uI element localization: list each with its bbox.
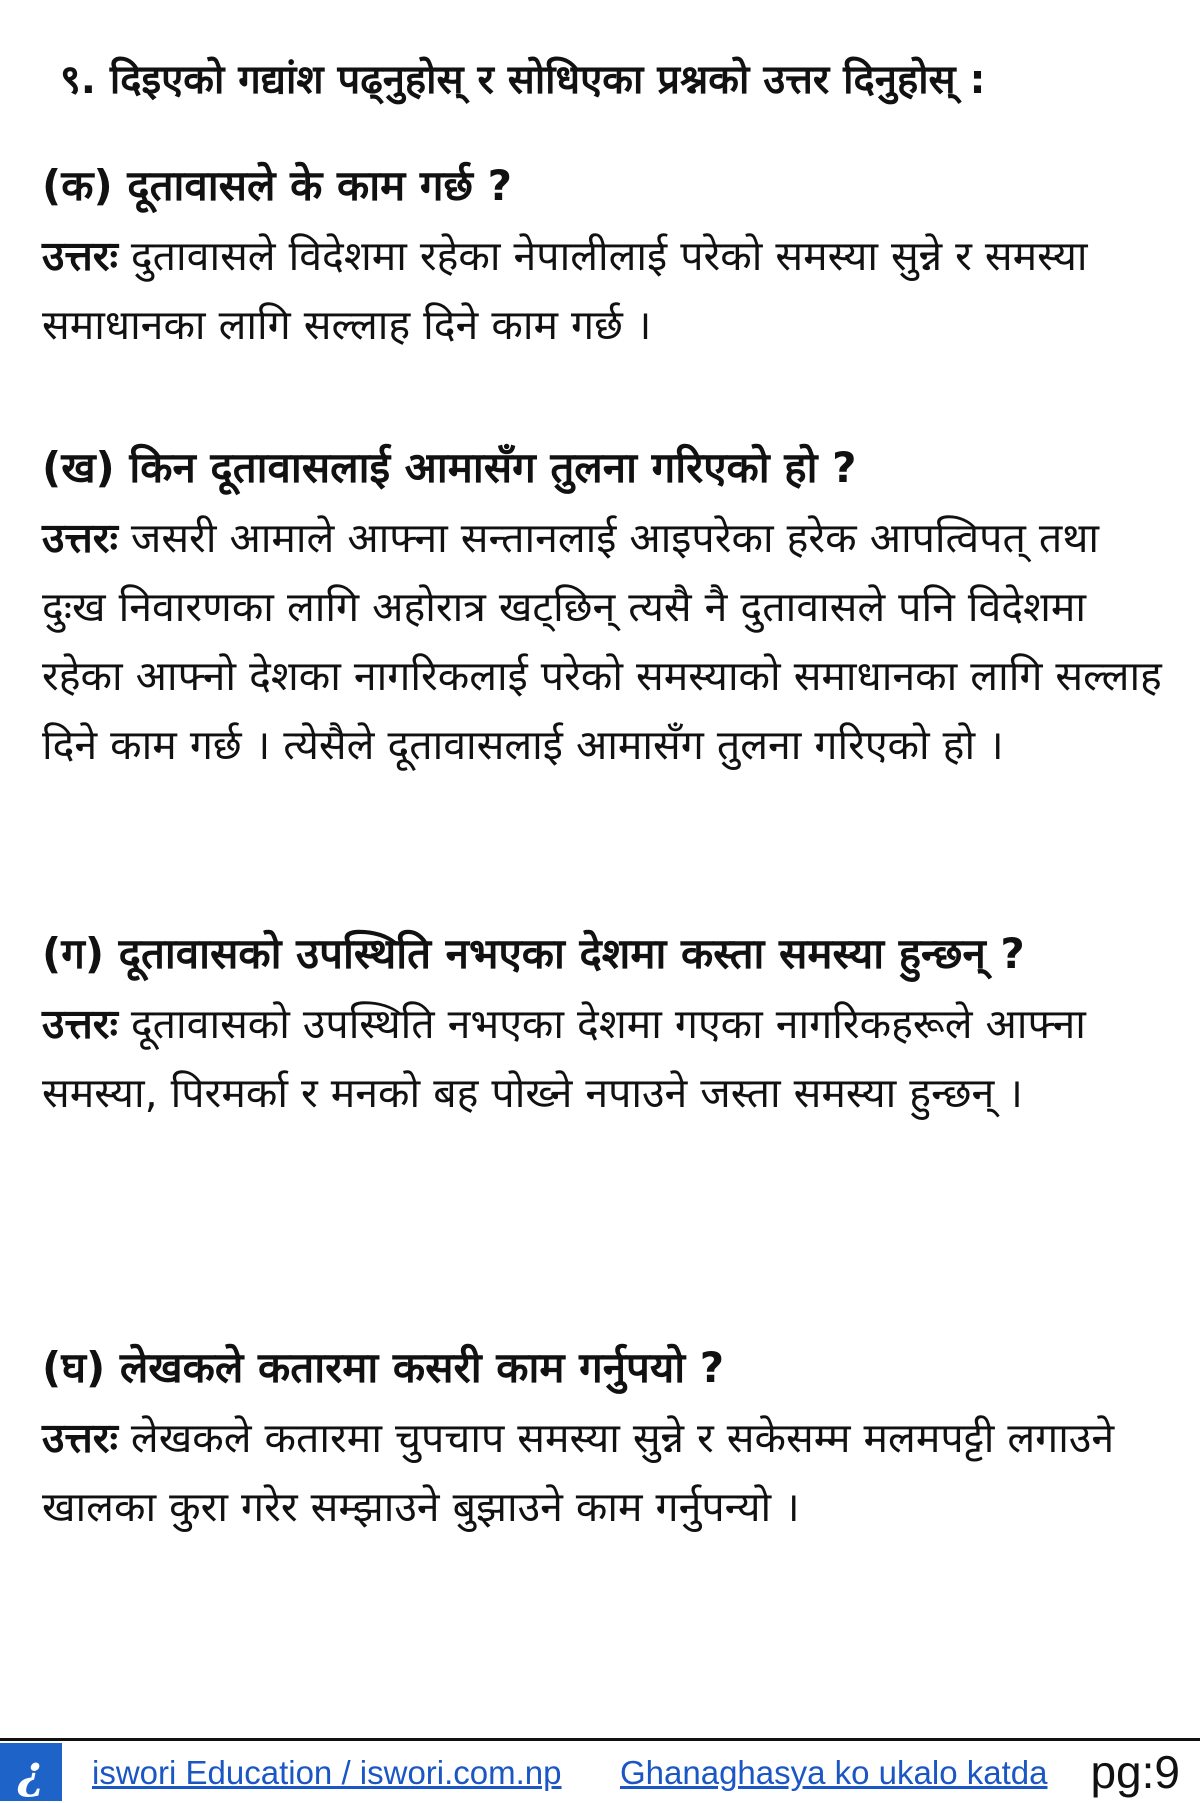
answer-label: उत्तरः bbox=[42, 514, 118, 562]
page-number: pg:9 bbox=[1090, 1746, 1180, 1798]
answer-ka bbox=[42, 222, 1172, 360]
question-gha: (घ) लेखकले कतारमा कसरी काम गर्नुपयो ? bbox=[42, 1343, 725, 1392]
qa-block-ga bbox=[42, 918, 1172, 1128]
question-ga: (ग) दूतावासको उपस्थिति नभएका देशमा कस्ता समस्या हुन्छन् ? bbox=[42, 929, 1025, 978]
answer-text: लेखकले कतारमा चुपचाप समस्या सुन्ने र सकेसम्म मलमपट्टी लगाउने खालका कुरा गरेर सम्झाउने बुझाउने काम गर्नुपन्यो । bbox=[42, 1414, 1115, 1531]
qa-block-ka bbox=[42, 150, 1172, 360]
page-footer bbox=[0, 1738, 1200, 1803]
qa-block-gha bbox=[42, 1332, 1172, 1542]
answer-text: दुतावासले विदेशमा रहेका नेपालीलाई परेको समस्या सुन्ने र समस्या समाधानका लागि सल्लाह दिने काम गर्छ । bbox=[42, 232, 1088, 349]
book-title-link[interactable]: Ghanaghasya ko ukalo katda bbox=[620, 1754, 1048, 1791]
answer-gha bbox=[42, 1404, 1172, 1542]
iswori-logo-icon: ¿ bbox=[0, 1743, 62, 1801]
answer-label: उत्तरः bbox=[42, 1414, 118, 1462]
exercise-heading: ९. दिइएको गद्यांश पढ्नुहोस् र सोधिएका प्रश्नको उत्तर दिनुहोस् : bbox=[60, 57, 986, 103]
answer-kha bbox=[42, 504, 1172, 780]
answer-ga bbox=[42, 990, 1172, 1128]
answer-label: उत्तरः bbox=[42, 232, 118, 280]
answer-text: दूतावासको उपस्थिति नभएका देशमा गएका नागरिकहरूले आफ्ना समस्या, पिरमर्का र मनको बह पोख्ने नपाउने जस्ता समस्या हुन्छन् । bbox=[42, 1000, 1086, 1117]
question-ka: (क) दूतावासले के काम गर्छ ? bbox=[42, 161, 512, 210]
answer-label: उत्तरः bbox=[42, 1000, 118, 1048]
answer-text: जसरी आमाले आफ्ना सन्तानलाई आइपरेका हरेक आपत्विपत् तथा दुःख निवारणका लागि अहोरात्र खट्छिन् त्यसै नै दुतावासले पनि विदेशमा रहेका आफ्नो देशका नागरिकलाई परेको समस्याको समाधानका लागि सल्लाह दिने काम गर्छ । त्येसैले दूतावासलाई आमासँग तुलना गरिएको हो । bbox=[42, 514, 1162, 769]
question-kha: (ख) किन दूतावासलाई आमासँग तुलना गरिएको हो ? bbox=[42, 443, 857, 492]
qa-block-kha bbox=[42, 432, 1172, 780]
site-link[interactable]: iswori Education / iswori.com.np bbox=[92, 1754, 562, 1791]
